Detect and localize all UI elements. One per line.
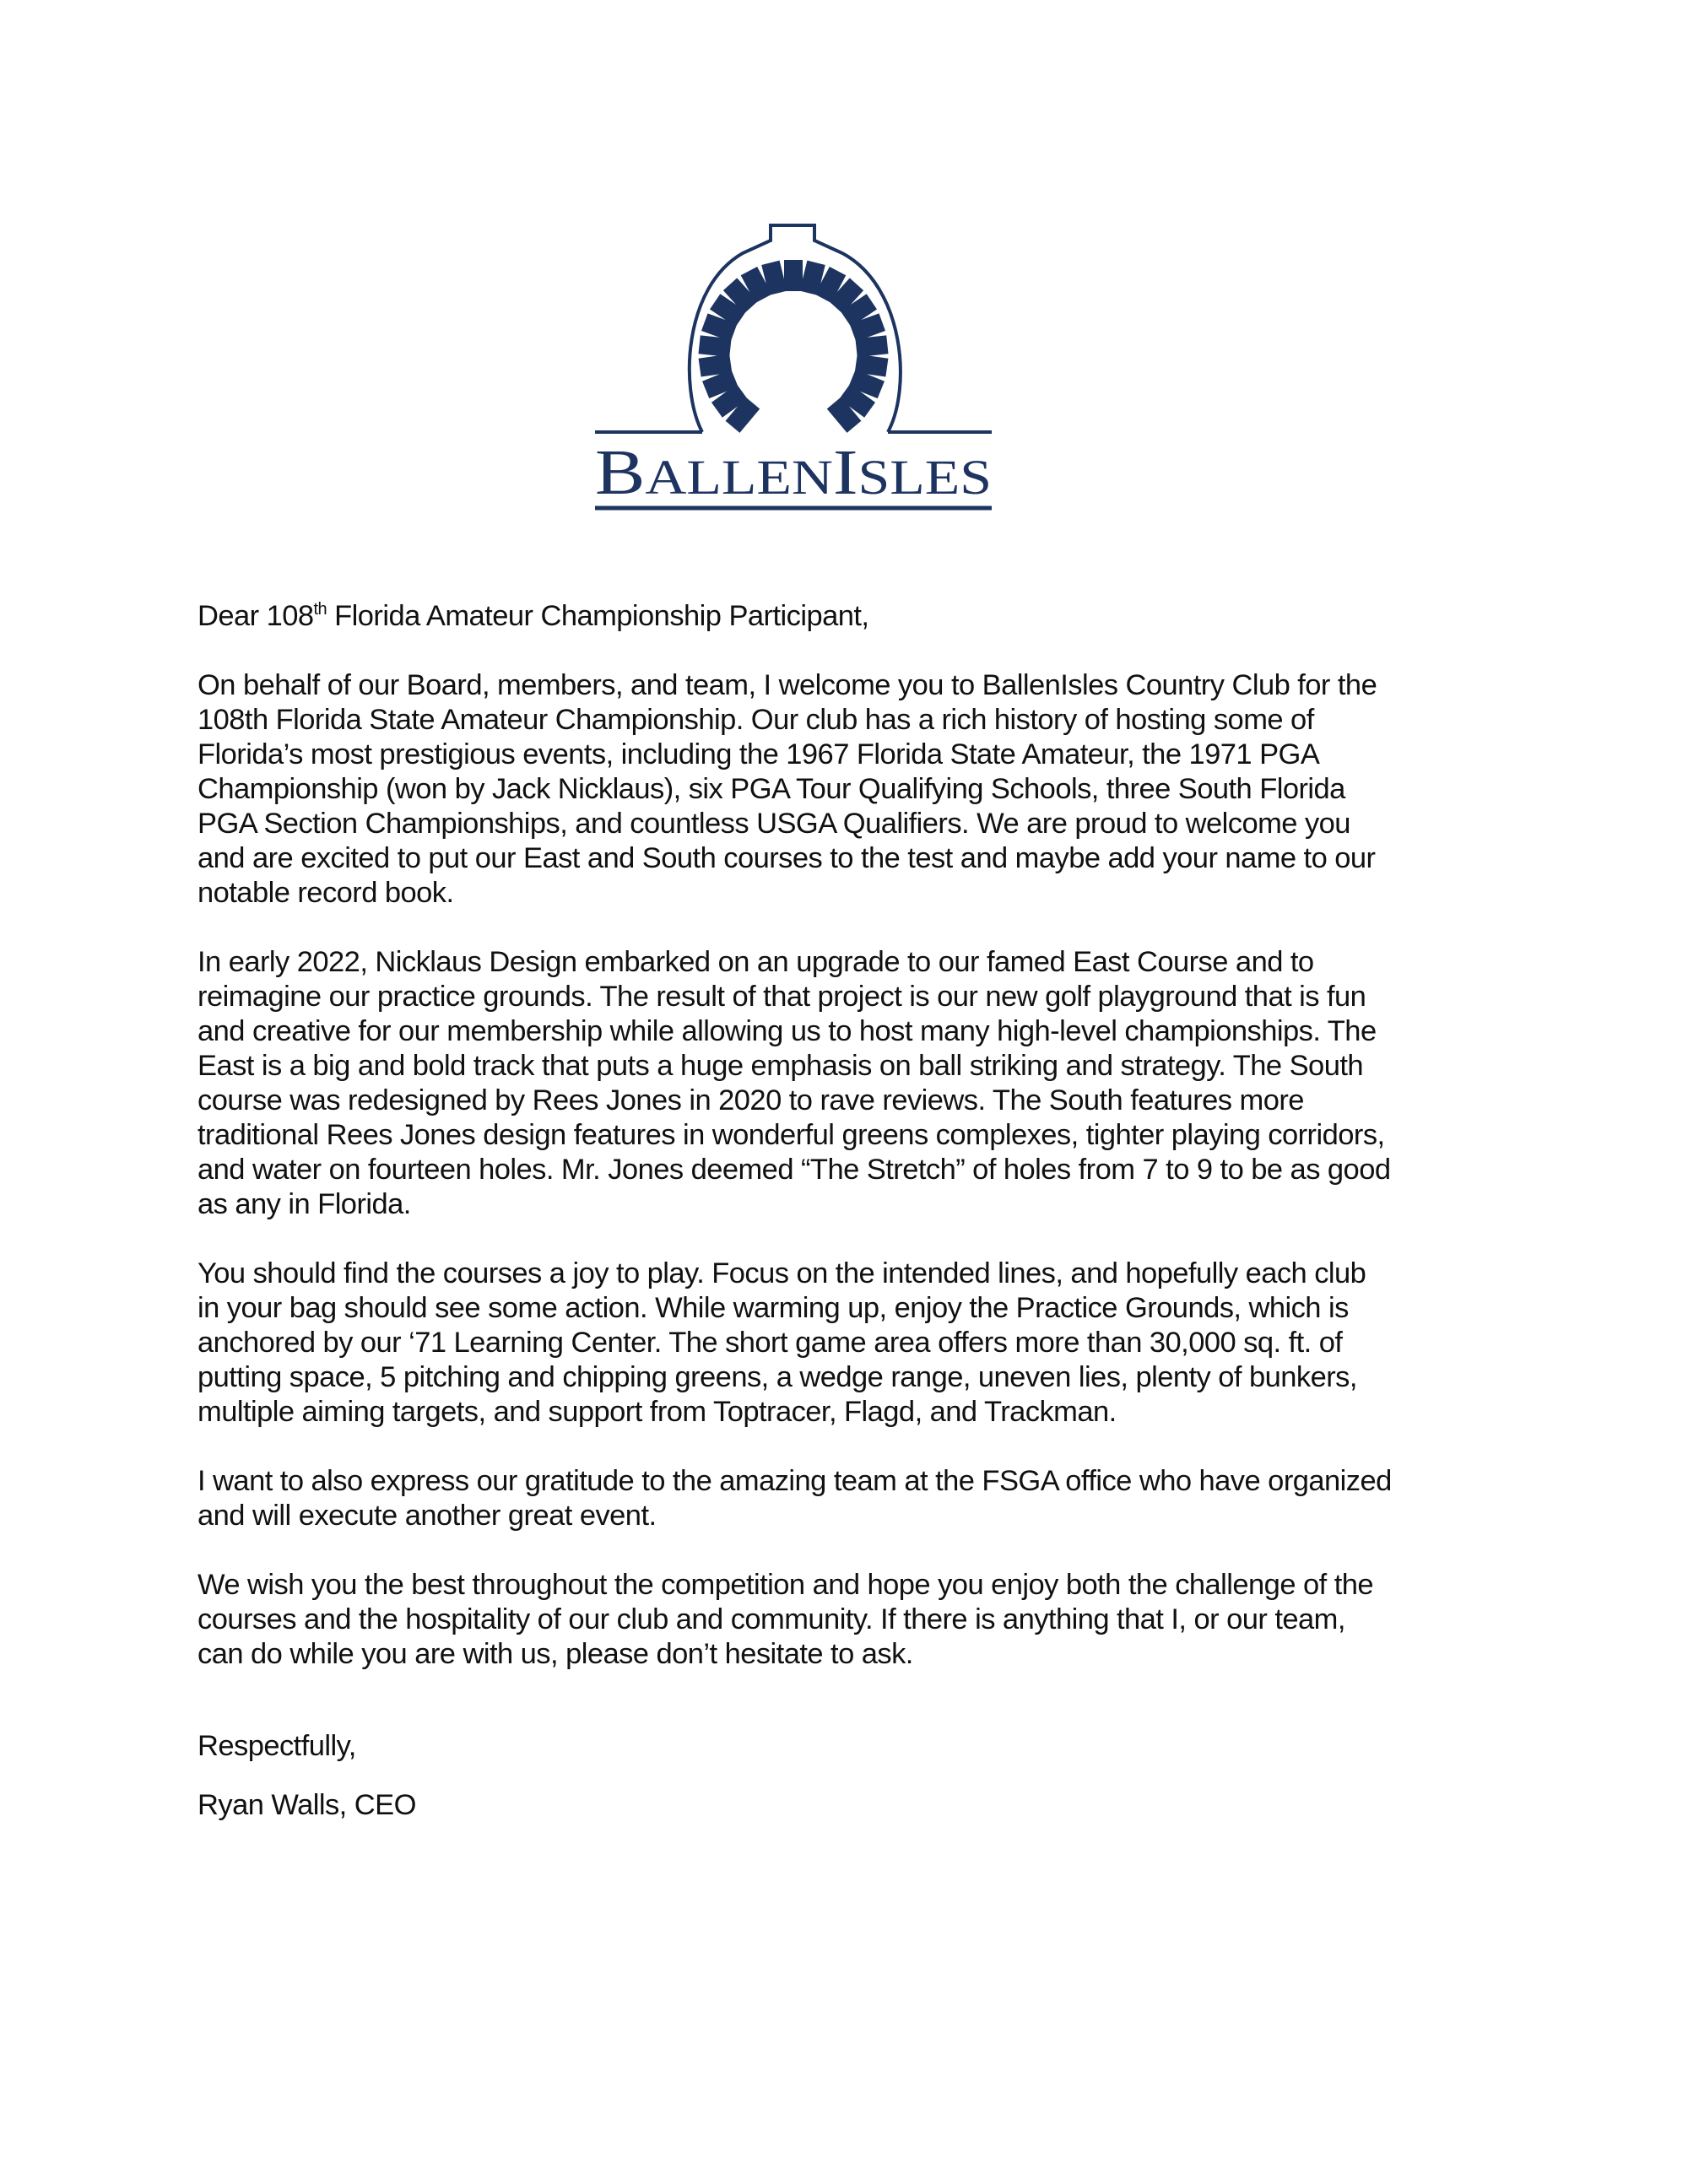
logo-ring-block bbox=[749, 271, 763, 299]
paragraph bbox=[197, 1568, 1392, 1672]
text-line: course was redesigned by Rees Jones in 2020 to rave reviews. The South features more bbox=[197, 1084, 1304, 1116]
paragraph bbox=[197, 945, 1392, 1222]
logo-ring-block bbox=[705, 322, 734, 333]
text-line: Florida’s most prestigious events, including the 1967 Florida State Amateur, the 1971 PGA bbox=[197, 738, 1320, 770]
text-line: Championship (won by Jack Nicklaus), six PGA Tour Qualifying Schools, three South Florida bbox=[197, 773, 1345, 805]
text-line: as any in Florida. bbox=[197, 1188, 411, 1220]
letter-body bbox=[197, 599, 1392, 1706]
text-line: and water on fourteen holes. Mr. Jones deemed “The Stretch” of holes from 7 to 9 to be as good bbox=[197, 1154, 1391, 1186]
logo-ring-block bbox=[857, 344, 888, 348]
text-line: In early 2022, Nicklaus Design embarked on an upgrade to our famed East Course and to bbox=[197, 946, 1314, 978]
text-line: traditional Rees Jones design features in wonderful greens complexes, tighter playing corridors, bbox=[197, 1119, 1385, 1151]
text-line: East is a big and bold track that puts a huge emphasis on ball striking and strategy. The South bbox=[197, 1050, 1364, 1082]
salutation-prefix: Dear 108 bbox=[197, 600, 314, 632]
text-line: can do while you are with us, please don’t hesitate to ask. bbox=[197, 1638, 913, 1670]
logo-ring-block bbox=[852, 322, 882, 333]
ballenisles-logo bbox=[574, 203, 1114, 557]
text-line: I want to also express our gratitude to the amazing team at the FSGA office who have organized bbox=[197, 1465, 1392, 1497]
logo-ring-block bbox=[771, 262, 778, 293]
salutation-ordinal: th bbox=[313, 600, 327, 619]
text-line: and are excited to put our East and South courses to the test and maybe add your name to our bbox=[197, 842, 1376, 874]
text-line: notable record book. bbox=[197, 877, 454, 909]
text-line: multiple aiming targets, and support from Toptracer, Flagd, and Trackman. bbox=[197, 1396, 1117, 1428]
text-line: and will execute another great event. bbox=[197, 1500, 657, 1532]
logo-wordmark: B ALLEN ISLES bbox=[595, 437, 972, 508]
text-line: anchored by our ‘71 Learning Center. The short game area offers more than 30,000 sq. ft. of bbox=[197, 1327, 1343, 1359]
text-line: We wish you the best throughout the competition and hope you enjoy both the challenge of the bbox=[197, 1569, 1374, 1601]
logo-ring-block bbox=[809, 262, 816, 293]
salutation bbox=[197, 599, 1392, 634]
text-line: and creative for our membership while allowing us to host many high-level championships. The bbox=[197, 1015, 1377, 1047]
text-line: in your bag should see some action. While warming up, enjoy the Practice Grounds, which is bbox=[197, 1292, 1349, 1324]
logo-ring-block bbox=[852, 378, 881, 390]
text-line: courses and the hospitality of our club and community. If there is anything that I, or our team, bbox=[197, 1603, 1345, 1635]
signature: Ryan Walls, CEO bbox=[197, 1789, 416, 1821]
text-line: You should find the courses a joy to play. Focus on the intended lines, and hopefully each club bbox=[197, 1257, 1366, 1289]
text-line: reimagine our practice grounds. The result of that project is our new golf playground that is fun bbox=[197, 981, 1366, 1013]
text-line: On behalf of our Board, members, and team, I welcome you to BallenIsles Country Club for the bbox=[197, 669, 1377, 701]
closing: Respectfully, bbox=[197, 1730, 356, 1762]
paragraph bbox=[197, 668, 1392, 911]
text-line: PGA Section Championships, and countless USGA Qualifiers. We are proud to welcome you bbox=[197, 808, 1350, 840]
logo-ring-block bbox=[700, 344, 731, 348]
paragraph bbox=[197, 1257, 1392, 1430]
logo-ring bbox=[700, 260, 888, 427]
logo-ring-block bbox=[700, 363, 731, 367]
text-line: putting space, 5 pitching and chipping greens, a wedge range, uneven lies, plenty of bunkers, bbox=[197, 1361, 1357, 1393]
logo-ring-block bbox=[856, 363, 887, 367]
logo-ring-block bbox=[706, 378, 734, 390]
salutation-suffix: Florida Amateur Championship Participant, bbox=[327, 600, 869, 632]
text-line: 108th Florida State Amateur Championship. Our club has a rich history of hosting some of bbox=[197, 704, 1314, 736]
paragraph bbox=[197, 1464, 1392, 1533]
